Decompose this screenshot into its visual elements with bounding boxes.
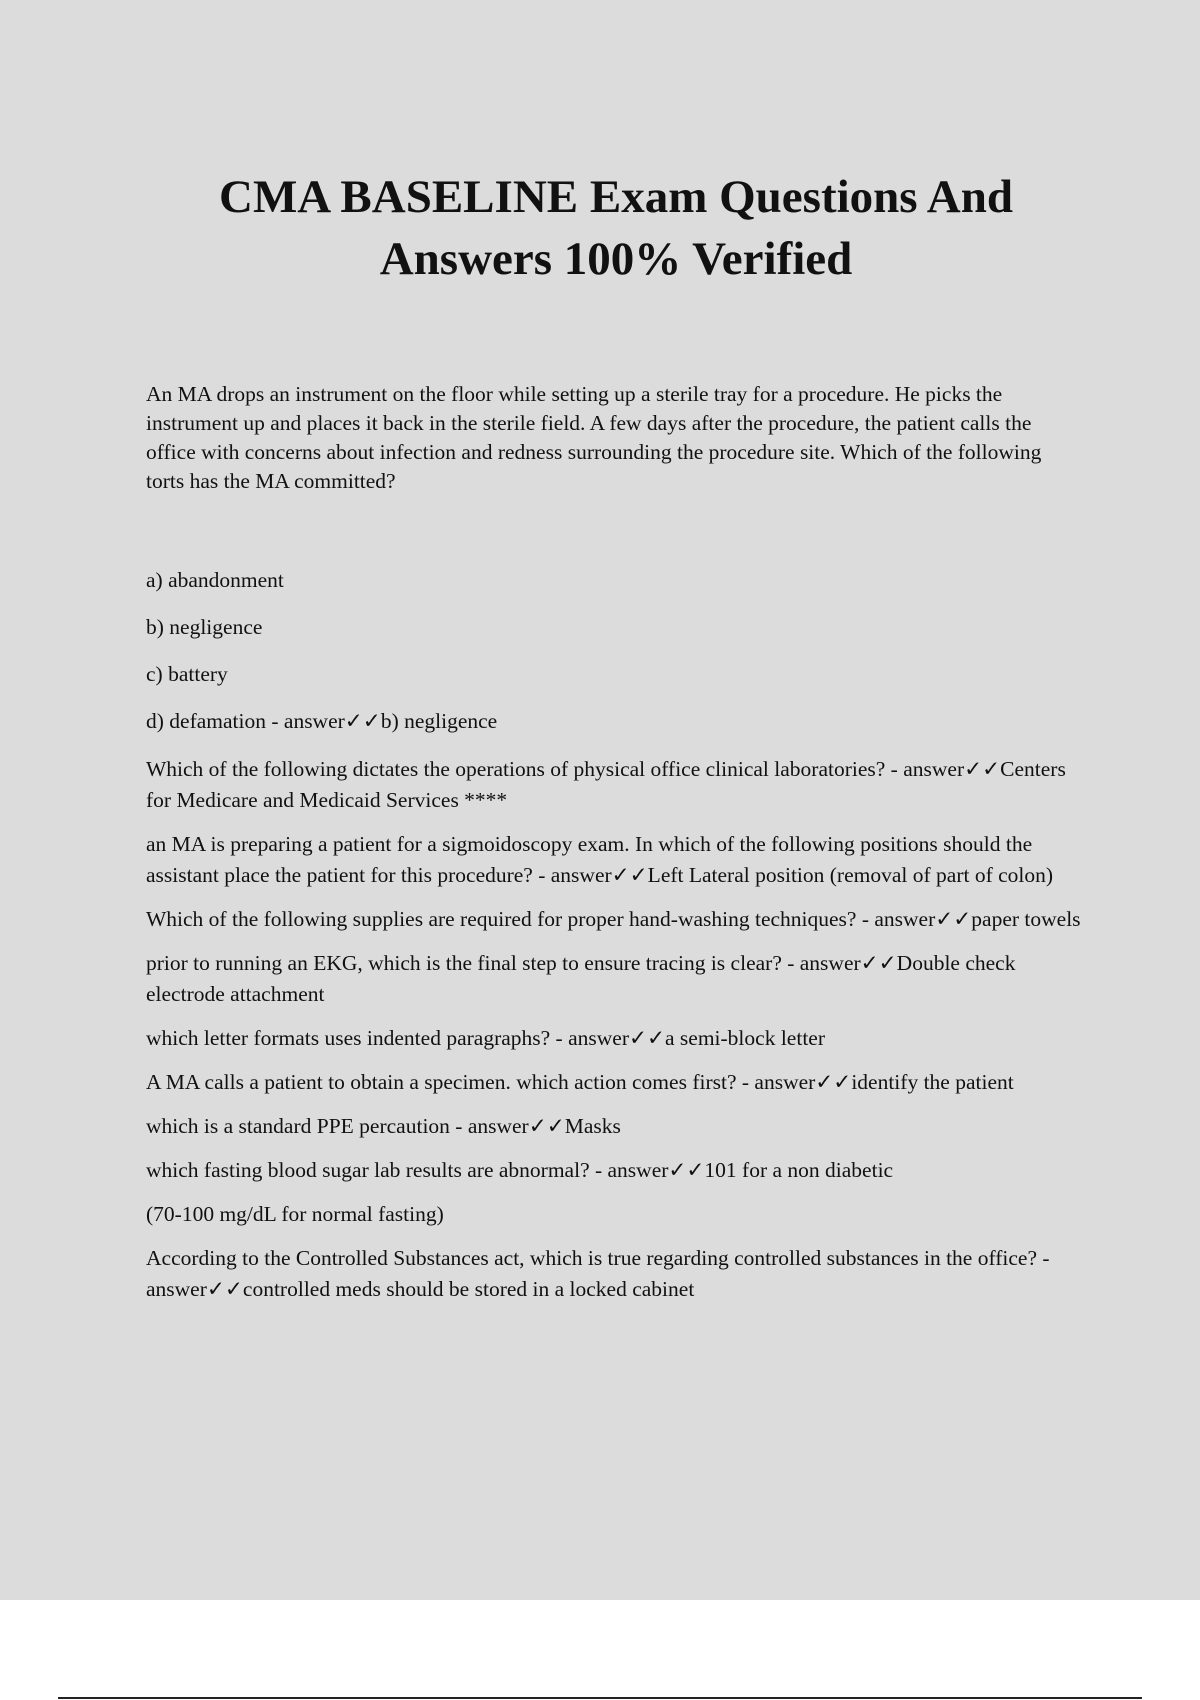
bottom-divider-line — [58, 1697, 1142, 1699]
option-a: a) abandonment — [146, 568, 284, 592]
document-title: CMA BASELINE Exam Questions And Answers 100% Verified — [219, 171, 1013, 285]
qa-item-ekg: prior to running an EKG, which is the final step to ensure tracing is clear? - answer✓✓Double check electrode attachment — [146, 951, 1016, 1006]
option-c: c) battery — [146, 662, 228, 686]
document-body — [146, 380, 1081, 1318]
qa-item-controlled-substances: According to the Controlled Substances act, which is true regarding controlled substances in the office? - answer✓✓controlled meds should be stored in a locked cabinet — [146, 1246, 1050, 1301]
qa-item-sigmoidoscopy: an MA is preparing a patient for a sigmoidoscopy exam. In which of the following positions should the assistant place the patient for this procedure? - answer✓✓Left Lateral position (removal of part of colon) — [146, 832, 1054, 887]
qa-item-specimen: A MA calls a patient to obtain a specimen. which action comes first? - answer✓✓identify the patient — [146, 1070, 1014, 1094]
qa-item-blood-sugar: which fasting blood sugar lab results are abnormal? - answer✓✓101 for a non diabetic — [146, 1158, 894, 1182]
qa-item-ppe: which is a standard PPE percaution - answer✓✓Masks — [146, 1114, 621, 1138]
question-text: An MA drops an instrument on the floor while setting up a sterile tray for a procedure. He picks the instrument up and places it back in the sterile field. A few days after the procedure, the patient calls the office with concerns about infection and redness surrounding the procedure site. Which of the following torts has the MA committed? — [146, 382, 1042, 493]
qa-item-lab-operations: Which of the following dictates the operations of physical office clinical laboratories? - answer✓✓Centers for Medicare and Medicaid Services **** — [146, 757, 1066, 812]
qa-item-letter-format: which letter formats uses indented paragraphs? - answer✓✓a semi-block letter — [146, 1026, 825, 1050]
qa-item-blood-sugar-note: (70-100 mg/dL for normal fasting) — [146, 1202, 444, 1226]
option-b: b) negligence — [146, 615, 263, 639]
qa-list — [146, 754, 1081, 1305]
option-d-with-answer: d) defamation - answer✓✓b) negligence — [146, 709, 498, 733]
qa-item-hand-washing: Which of the following supplies are required for proper hand-washing techniques? - answer✓✓paper towels — [146, 907, 1081, 931]
answer-options — [146, 566, 1081, 736]
